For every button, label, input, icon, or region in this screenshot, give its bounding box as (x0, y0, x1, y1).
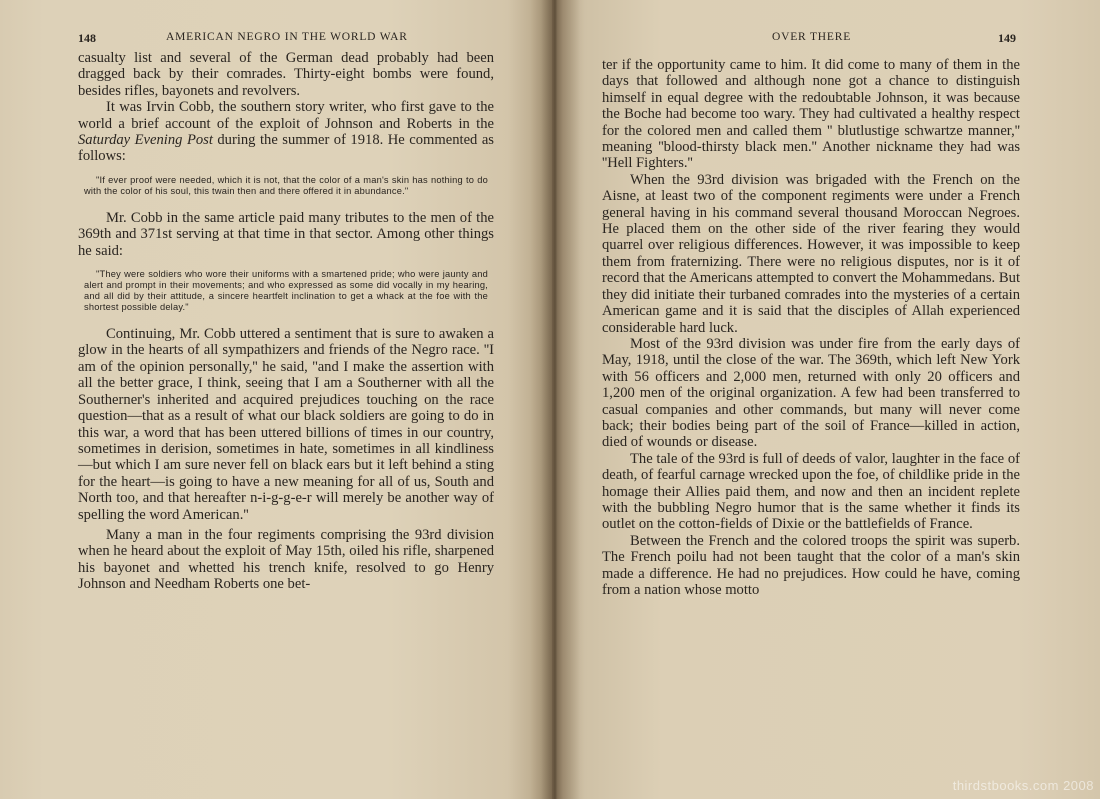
left-page-text (78, 50, 494, 593)
right-page (552, 0, 1100, 799)
block-quote: "If ever proof were needed, which it is not, that the color of a man's skin has nothing to do with the color of his soul, this twain then and there offered it in abundance." (84, 174, 488, 196)
block-quote: "They were soldiers who wore their uniforms with a smartened pride; who were jaunty and alert and prompt in their movements; and who expressed as some did vocally in my hearing, and all did by their attitude, a sincere heartfelt inclination to get a whack at the foe with the shortest possible delay." (84, 269, 488, 313)
paragraph: Many a man in the four regiments comprising the 93rd division when he heard about the exploit of May 15th, oiled his rifle, sharpened his bayonet and whetted his trench knife, resolved to go Henry Johnson and Needham Roberts one bet- (78, 526, 494, 593)
paragraph: Between the French and the colored troops the spirit was superb. The French poilu had not been taught that the color of a man's skin made a difference. He had no prejudices. How could he have, coming from a nation whose motto (602, 532, 1020, 598)
right-page-text (602, 57, 1020, 598)
paragraph: When the 93rd division was brigaded with the French on the Aisne, at least two of the component regiments were under a French general having in his command several thousand Moroccan Negroes. He placed them on the other side of the river fearing they would quarrel over religious differences. However, it was impossible to keep them from fraternizing. There were no religious disputes, nor is it of record that the Americans attempted to convert the Mohammedans. But they did initiate their turbaned comrades into the mysteries of a certain American game and it is said that the disciples of Allah experienced considerable hard luck. (602, 171, 1020, 336)
page-number-right: 149 (998, 31, 1016, 45)
watermark: thirdstbooks.com 2008 (952, 778, 1094, 793)
paragraph: ter if the opportunity came to him. It did come to many of them in the days that followed and although none got a chance to distinguish himself in equal degree with the redoubtable Johnson, it was because the Boche had become too wary. They had cultivated a healthy respect for the colored men and called them '' blutlustige schwartze manner,'' meaning ''blood-thirsty black men.'' Another nickname they had was ''Hell Fighters.'' (602, 57, 1020, 172)
paragraph: Continuing, Mr. Cobb uttered a sentiment that is sure to awaken a glow in the hearts of all sympathizers and friends of the Negro race. ''I am of the opinion personally,'' he said, ''and I make the assertion with all the better grace, I think, seeing that I am a Southerner with all the Southerner's inherited and acquired prejudices touching on the race question—that as a result of what our black soldiers are going to do in this war, a word that has been uttered billions of times in our country, sometimes in derision, sometimes in hate, sometimes in all kindliness—but which I am sure never fell on black ears but it left behind a sting for the heart—is going to have a new meaning for all of us, South and North too, and that hereafter n-i-g-g-e-r will merely be another way of spelling the word American.'' (78, 326, 494, 523)
page-number-left: 148 (78, 31, 96, 45)
paragraph: casualty list and several of the German dead probably had been dragged back by their comrades. Thirty-eight bombs were found, besides rifles, bayonets and revolvers. (78, 50, 494, 99)
publication-title: Saturday Evening Post (78, 132, 213, 149)
paragraph: Mr. Cobb in the same article paid many tributes to the men of the 369th and 371st serving at that time in that sector. Among other things he said: (78, 209, 494, 259)
paragraph: It was Irvin Cobb, the southern story writer, who first gave to the world a brief account of the exploit of Johnson and Roberts in the Saturday Evening Post during the summer of 1918. He commented as follows: (78, 99, 494, 165)
running-head-right: OVER THERE (772, 31, 852, 43)
paragraph: Most of the 93rd division was under fire from the early days of May, 1918, until the close of the war. The 369th, which left New York with 56 officers and 2,000 men, returned with only 20 officers and 1,200 men of the original organization. A few had been transferred to casual companies and other commands, but many will never come back; their bodies being part of the soil of France—killed in action, died of wounds or disease. (602, 335, 1020, 451)
paragraph: The tale of the 93rd is full of deeds of valor, laughter in the face of death, of fearful carnage wrecked upon the foe, of childlike pride in the homage their Allies paid them, and now and then an incident replete with the bubbling Negro humor that is the same whether it finds its outlet on the cotton-fields of Dixie or the battlefields of France. (602, 450, 1020, 533)
running-head-left: AMERICAN NEGRO IN THE WORLD WAR (166, 31, 408, 43)
